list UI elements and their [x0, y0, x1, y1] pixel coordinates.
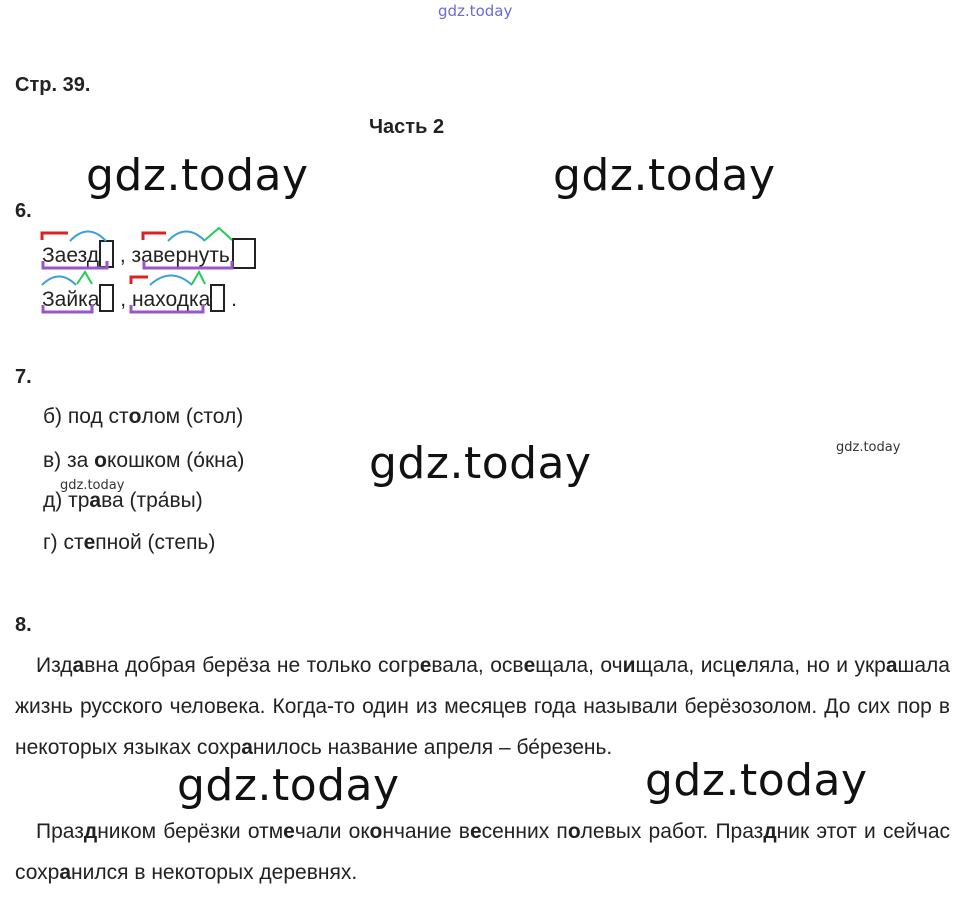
word-zayka: Зайка — [42, 288, 100, 311]
comma: , — [120, 288, 127, 311]
base-mark — [144, 261, 232, 268]
base-mark — [43, 261, 107, 268]
task8-paragraph-2: Праздником берёзки отмечали окончание весенних полевых работ. Праздник этот и сейчас сохранился в некоторых деревнях. — [15, 820, 951, 884]
root-arc — [150, 276, 192, 286]
root-arc — [42, 277, 76, 286]
task8-paragraph-1: Издавна добрая берёза не только согревала, освещала, очищала, исцеляла, но и украшала жизнь русского человека. Когда-то один из месяцев года называли берёзозолом. До сих пор в некоторых языках сохранилось название апреля – бе́резень. — [15, 654, 950, 759]
period: . — [231, 288, 237, 311]
watermark-2: gdz.today — [553, 150, 776, 201]
word-zavernut: завернуть — [131, 244, 230, 267]
watermark-top: gdz.today — [438, 2, 513, 20]
watermark-3: gdz.today — [369, 438, 592, 489]
suffix-mark — [192, 272, 205, 284]
prefix-mark — [131, 277, 148, 284]
task6-number: 6. — [15, 200, 32, 222]
task7-item-g: г) степной (степь) — [43, 531, 216, 554]
suffix-mark — [77, 272, 92, 284]
task8-number: 8. — [15, 614, 32, 636]
base-mark — [131, 305, 203, 312]
ending-box-zavernut — [233, 239, 255, 268]
task7-item-d: д) трава (тра́вы) — [43, 489, 203, 512]
watermark-6: gdz.today — [177, 760, 400, 811]
watermark-7: gdz.today — [645, 755, 868, 806]
prefix-mark — [143, 233, 166, 240]
suffix-mark — [205, 228, 232, 240]
watermark-5: gdz.today — [60, 478, 125, 493]
root-arc — [70, 232, 106, 242]
comma: , — [119, 244, 126, 267]
task7-number: 7. — [15, 366, 32, 388]
root-arc — [168, 232, 205, 242]
watermark-1: gdz.today — [86, 150, 309, 201]
task7-item-b: б) под столом (стол) — [43, 405, 244, 428]
page-label: Стр. 39. — [15, 74, 91, 96]
part-label: Часть 2 — [369, 116, 445, 138]
base-mark — [43, 305, 92, 312]
word-nakhodka: находка — [131, 288, 211, 311]
prefix-mark — [42, 233, 68, 240]
watermark-4: gdz.today — [836, 440, 901, 455]
task7-item-v: в) за окошком (о́кна) — [43, 449, 245, 472]
word-zaezd: Заезд — [42, 244, 100, 267]
